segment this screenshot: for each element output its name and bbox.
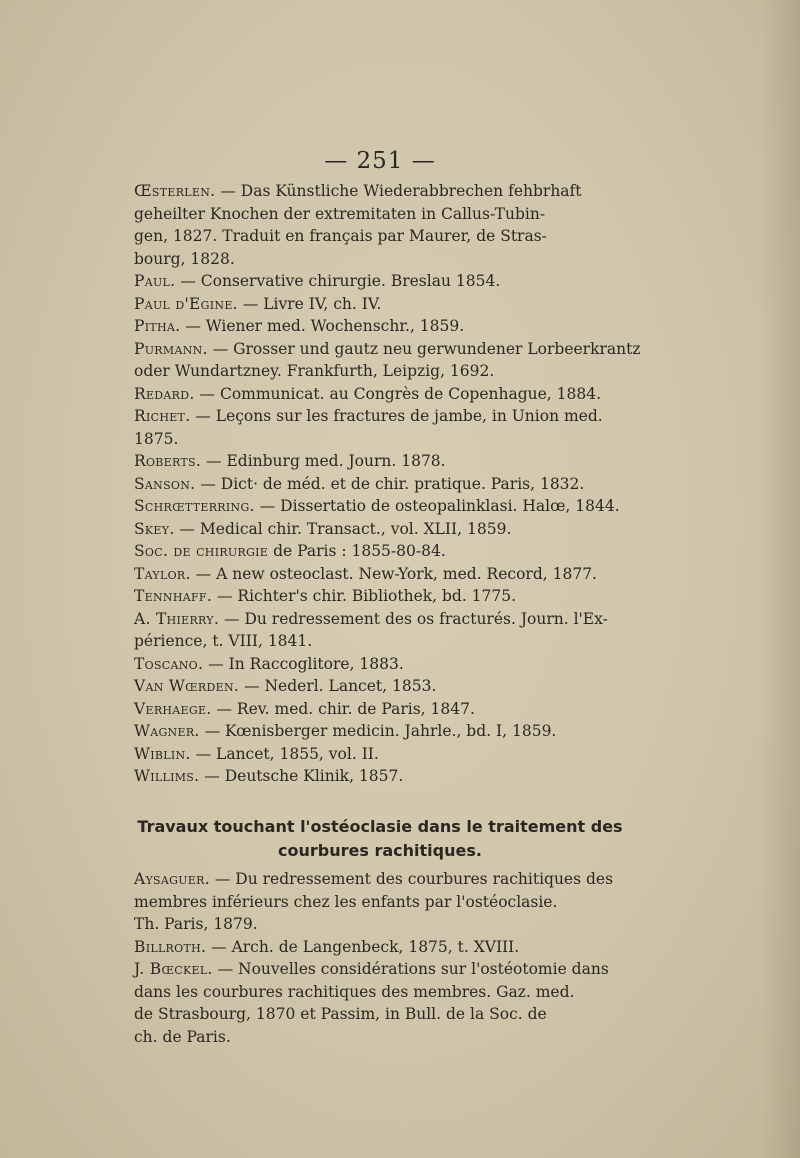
entry-text-continuation: bourg, 1828. xyxy=(134,249,235,268)
entry-author: Wiblin. xyxy=(134,744,191,763)
bibliography-entry xyxy=(134,473,634,496)
entry-author: Sanson. xyxy=(134,474,196,493)
section-bibliography-list xyxy=(134,868,654,1048)
entry-text: — Communicat. au Congrès de Copenhague, 1884. xyxy=(199,384,602,403)
entry-text: — Leçons sur les fractures de jambe, in Union med. xyxy=(195,407,603,425)
entry-author: Wagner. xyxy=(134,722,200,740)
bibliography-entry xyxy=(134,338,641,383)
bibliography-entry xyxy=(134,405,634,450)
entry-text-continuation: geheilter Knochen der extremitaten in Callus-Tubin- xyxy=(134,204,546,223)
entry-text: — Nouvelles considérations sur l'ostéotomie dans xyxy=(217,960,609,978)
bibliography-entry xyxy=(134,495,634,518)
bibliography-entry xyxy=(134,383,634,406)
entry-text: — Dict· de méd. et de chir. pratique. Paris, 1832. xyxy=(200,474,585,493)
entry-author: Aysaguer. xyxy=(134,870,210,888)
entry-author: Paul. xyxy=(134,272,176,290)
bibliography-entry xyxy=(134,698,634,721)
entry-text: — Das Künstliche Wiederabbrechen fehbrhaft xyxy=(220,182,582,200)
bibliography-entry xyxy=(134,450,634,473)
entry-text-continuation: Th. Paris, 1879. xyxy=(134,915,258,933)
entry-text-continuation: 1875. xyxy=(134,429,179,448)
entry-text-continuation: oder Wundartzney. Frankfurth, Leipzig, 1692. xyxy=(134,362,495,380)
entry-author: Van Wœrden. xyxy=(134,677,240,695)
entry-author: Paul d'Egine. xyxy=(134,294,238,313)
bibliography-entry xyxy=(134,608,634,653)
entry-author: Tennhaff. xyxy=(134,587,213,605)
entry-author: Pitha. xyxy=(134,317,181,335)
entry-author: Richet. xyxy=(134,407,191,425)
entry-text-continuation: gen, 1827. Traduit en français par Maurer, de Stras- xyxy=(134,227,547,245)
entry-text: — Richter's chir. Bibliothek, bd. 1775. xyxy=(216,587,517,605)
entry-author: Verhaege. xyxy=(134,699,212,718)
entry-text: — In Raccoglitore, 1883. xyxy=(208,654,404,673)
entry-author: Purmann. xyxy=(134,339,208,358)
entry-text: — Wiener med. Wochenschr., 1859. xyxy=(185,317,465,335)
entry-text: — Grosser und gautz neu gerwundener Lorbeerkrantz xyxy=(212,339,641,358)
bibliography-entry xyxy=(134,765,634,788)
entry-text: — Rev. med. chir. de Paris, 1847. xyxy=(216,699,475,718)
entry-text: — Conservative chirurgie. Breslau 1854. xyxy=(180,272,501,290)
entry-author: Roberts. xyxy=(134,452,202,470)
entry-text-continuation: dans les courbures rachitiques des membres. Gaz. med. xyxy=(134,982,575,1001)
bibliography-entry xyxy=(134,653,634,676)
entry-text: — Du redressement des os fracturés. Journ. l'Ex- xyxy=(224,609,608,628)
entry-text-continuation: ch. de Paris. xyxy=(134,1027,231,1046)
entry-text: de Paris : 1855-80-84. xyxy=(273,542,446,560)
entry-text: — Du redressement des courbures rachitiques des xyxy=(214,870,614,888)
entry-text: — Arch. de Langenbeck, 1875, t. XVIII. xyxy=(211,937,520,956)
entry-author: Taylor. xyxy=(134,564,191,583)
entry-author: Soc. de chirurgie xyxy=(134,542,269,560)
entry-text: — Edinburg med. Journ. 1878. xyxy=(206,452,446,470)
entry-author: Skey. xyxy=(134,519,175,538)
bibliography-entry xyxy=(134,315,634,338)
entry-text: — Nederl. Lancet, 1853. xyxy=(244,677,437,695)
entry-text: — Livre IV, ch. IV. xyxy=(242,294,382,313)
section-heading xyxy=(0,815,760,863)
entry-text: — Deutsche Klinik, 1857. xyxy=(204,767,404,785)
entry-author: Schrœtterring. xyxy=(134,497,255,515)
bibliography-entry xyxy=(134,270,634,293)
entry-author: J. Bœckel. xyxy=(134,960,213,978)
entry-text: — Medical chir. Transact., vol. XLII, 1859. xyxy=(179,519,512,538)
bibliography-list xyxy=(134,180,641,788)
bibliography-entry xyxy=(134,293,634,316)
entry-text-continuation: de Strasbourg, 1870 et Passim, in Bull. de la Soc. de xyxy=(134,1005,547,1023)
bibliography-entry xyxy=(134,720,634,743)
entry-author: Willims. xyxy=(134,767,200,785)
bibliography-entry xyxy=(134,563,634,586)
bibliography-entry xyxy=(134,518,634,541)
entry-author: Redard. xyxy=(134,384,195,403)
bibliography-entry xyxy=(134,868,654,936)
entry-text-continuation: périence, t. VIII, 1841. xyxy=(134,632,313,650)
entry-text: — A new osteoclast. New-York, med. Record, 1877. xyxy=(195,564,597,583)
bibliography-entry xyxy=(134,585,634,608)
entry-author: Billroth. xyxy=(134,937,207,956)
entry-text-continuation: membres inférieurs chez les enfants par l'ostéoclasie. xyxy=(134,892,558,911)
entry-author: Toscano. xyxy=(134,654,204,673)
section-heading-line: courbures rachitiques. xyxy=(278,841,482,860)
bibliography-entry xyxy=(134,180,634,270)
bibliography-entry xyxy=(134,936,654,959)
entry-text: — Kœnisberger medicin. Jahrle., bd. I, 1859. xyxy=(204,722,557,740)
section-heading-line: Travaux touchant l'ostéoclasie dans le traitement des xyxy=(137,817,623,836)
bibliography-entry xyxy=(134,743,634,766)
bibliography-entry xyxy=(134,540,634,563)
entry-text: — Dissertatio de osteopalinklasi. Halœ, 1844. xyxy=(259,497,620,515)
entry-author: Œsterlen. xyxy=(134,182,216,200)
bibliography-entry xyxy=(134,675,634,698)
entry-author: A. Thierry. xyxy=(134,609,220,628)
bibliography-entry xyxy=(134,958,654,1048)
page-number: — 251 — xyxy=(324,148,436,174)
entry-text: — Lancet, 1855, vol. II. xyxy=(195,744,379,763)
